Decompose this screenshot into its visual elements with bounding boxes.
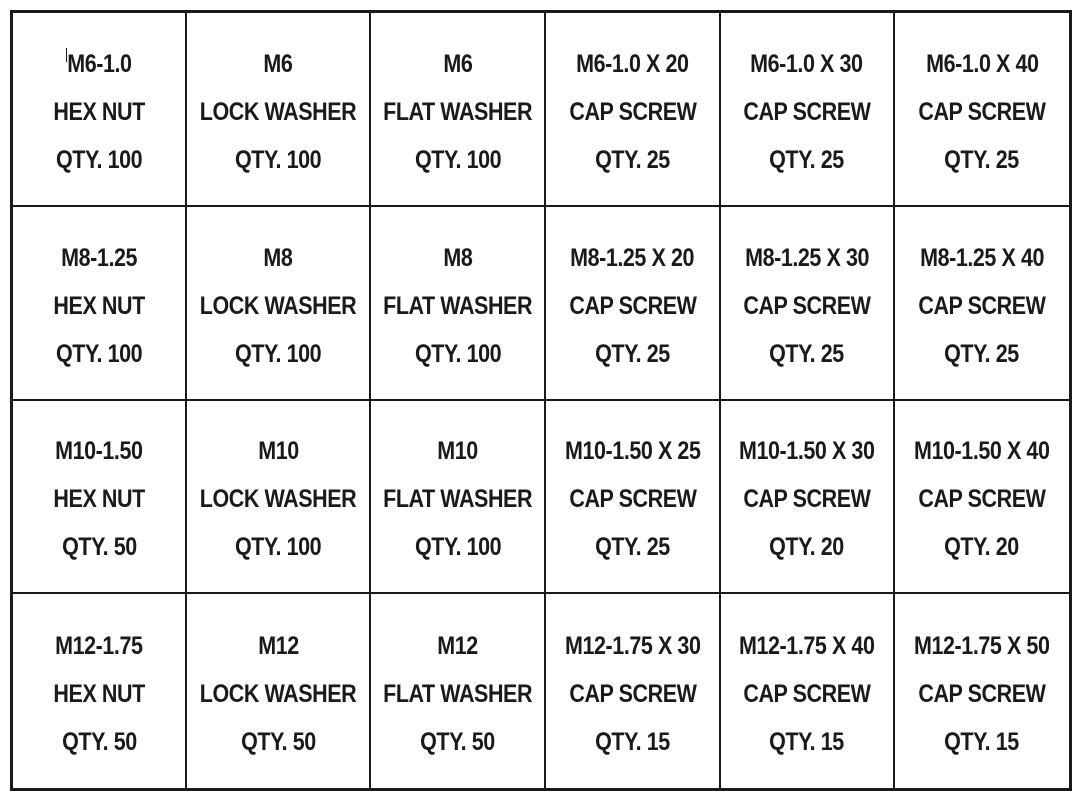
cell-qty: QTY. 100 <box>235 339 322 368</box>
grid-cell <box>13 401 187 595</box>
cell-type: CAP SCREW <box>918 680 1046 709</box>
grid-cell <box>187 401 371 595</box>
cell-qty: QTY. 25 <box>595 339 670 368</box>
cell-qty: QTY. 25 <box>595 533 670 562</box>
grid-cell <box>13 13 187 207</box>
cell-type: CAP SCREW <box>918 291 1046 320</box>
cell-size: M6 <box>443 49 473 78</box>
cell-size: M10-1.50 X 25 <box>564 437 701 466</box>
cell-size: M8-1.25 <box>61 243 138 272</box>
cell-type: CAP SCREW <box>568 291 697 320</box>
cell-qty: QTY. 25 <box>595 145 670 174</box>
cell-size: M6 <box>263 49 293 78</box>
cell-size: M12-1.75 X 30 <box>564 632 701 661</box>
cell-size: M10 <box>257 437 299 466</box>
cell-qty: QTY. 100 <box>235 145 322 174</box>
fastener-assortment-grid <box>10 10 1072 791</box>
cell-size: M8 <box>443 243 473 272</box>
grid-cell <box>895 13 1069 207</box>
cell-qty: QTY. 50 <box>61 728 137 757</box>
cell-size: M6-1.0 X 30 <box>750 49 863 78</box>
cell-type: CAP SCREW <box>568 485 697 514</box>
cell-qty: QTY. 15 <box>769 728 845 757</box>
cell-size: M8-1.25 X 30 <box>744 243 869 272</box>
grid-cell <box>187 207 371 401</box>
cell-type: LOCK WASHER <box>199 97 357 126</box>
cell-type: FLAT WASHER <box>383 291 533 320</box>
grid-cell <box>371 401 546 595</box>
cell-qty: QTY. 100 <box>414 145 501 174</box>
cell-size: M8 <box>263 243 293 272</box>
cell-type: CAP SCREW <box>568 680 697 709</box>
cell-size: M6-1.0 X 20 <box>576 49 689 78</box>
cell-size: M10-1.50 X 30 <box>738 437 875 466</box>
cell-type: HEX NUT <box>53 291 145 320</box>
cell-qty: QTY. 15 <box>595 728 670 757</box>
cell-type: CAP SCREW <box>918 485 1046 514</box>
cell-qty: QTY. 100 <box>414 533 501 562</box>
grid-cell <box>187 594 371 788</box>
cell-type: HEX NUT <box>53 680 145 709</box>
cell-type: CAP SCREW <box>743 485 871 514</box>
cell-qty: QTY. 50 <box>240 728 316 757</box>
grid-cell <box>895 401 1069 595</box>
cell-type: LOCK WASHER <box>199 291 357 320</box>
grid-cell <box>371 207 546 401</box>
cell-type: CAP SCREW <box>743 680 871 709</box>
cell-type: LOCK WASHER <box>199 680 357 709</box>
cell-size: M6-1.0 <box>66 49 132 78</box>
grid-cell <box>721 401 895 595</box>
grid-cell <box>895 594 1069 788</box>
cell-type: LOCK WASHER <box>199 485 357 514</box>
cell-qty: QTY. 50 <box>61 533 137 562</box>
cell-qty: QTY. 20 <box>944 533 1020 562</box>
cell-size: M12-1.75 <box>55 632 143 661</box>
grid-cell <box>187 13 371 207</box>
text-cursor-mark <box>66 48 67 62</box>
grid-cell <box>371 594 546 788</box>
cell-type: CAP SCREW <box>568 97 697 126</box>
grid-cell <box>13 207 187 401</box>
cell-type: FLAT WASHER <box>383 97 533 126</box>
grid-cell <box>721 13 895 207</box>
cell-qty: QTY. 50 <box>420 728 496 757</box>
grid-cell <box>546 401 720 595</box>
grid-cell <box>546 594 720 788</box>
cell-size: M10-1.50 <box>55 437 143 466</box>
cell-qty: QTY. 20 <box>769 533 845 562</box>
cell-qty: QTY. 15 <box>944 728 1020 757</box>
cell-type: CAP SCREW <box>743 291 871 320</box>
cell-type: FLAT WASHER <box>383 680 533 709</box>
cell-size: M10 <box>437 437 479 466</box>
grid-cell <box>895 207 1069 401</box>
cell-size: M12-1.75 X 50 <box>914 632 1050 661</box>
cell-type: HEX NUT <box>53 97 145 126</box>
cell-qty: QTY. 100 <box>56 339 143 368</box>
cell-type: CAP SCREW <box>918 97 1046 126</box>
cell-size: M12 <box>437 632 479 661</box>
cell-qty: QTY. 25 <box>769 145 845 174</box>
cell-type: HEX NUT <box>53 485 145 514</box>
cell-size: M8-1.25 X 40 <box>919 243 1044 272</box>
grid-cell <box>721 594 895 788</box>
cell-qty: QTY. 25 <box>769 339 845 368</box>
cell-qty: QTY. 25 <box>944 145 1020 174</box>
grid-cell <box>721 207 895 401</box>
cell-type: CAP SCREW <box>743 97 871 126</box>
cell-size: M10-1.50 X 40 <box>914 437 1050 466</box>
cell-qty: QTY. 100 <box>56 145 143 174</box>
cell-type: FLAT WASHER <box>383 485 533 514</box>
cell-size: M12-1.75 X 40 <box>738 632 875 661</box>
cell-qty: QTY. 100 <box>414 339 501 368</box>
cell-size: M8-1.25 X 20 <box>570 243 695 272</box>
cell-size: M12 <box>257 632 299 661</box>
cell-size: M6-1.0 X 40 <box>925 49 1039 78</box>
cell-qty: QTY. 100 <box>235 533 322 562</box>
grid-cell <box>546 13 720 207</box>
cell-qty: QTY. 25 <box>944 339 1020 368</box>
grid-cell <box>546 207 720 401</box>
grid-cell <box>13 594 187 788</box>
grid-cell <box>371 13 546 207</box>
